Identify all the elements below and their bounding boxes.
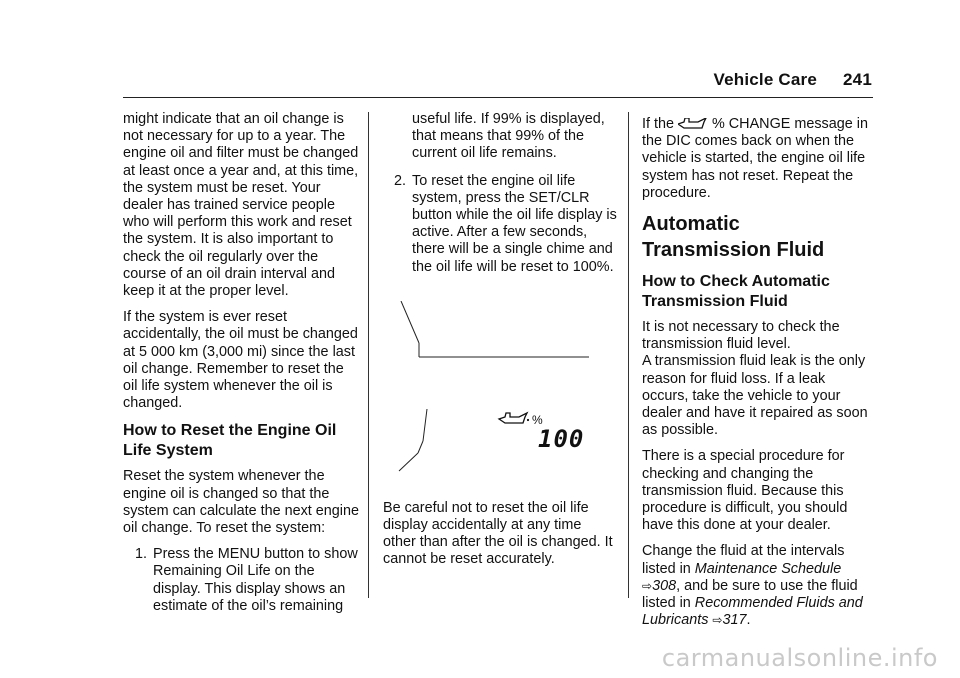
- oil-can-icon: [499, 413, 529, 423]
- paragraph-fluid-change: Change the fluid at the intervals listed in Maintenance Schedule ⇨308, and be sure to use the fluid listed in Recommended Fluids and Lubricants ⇨317.: [642, 543, 863, 629]
- watermark: carmanualsonline.info: [661, 644, 938, 672]
- step-text: Press the MENU button to show Remaining Oil Life on the display. This display shows an estimate of the oil’s remaining: [153, 546, 358, 614]
- column-1: [123, 111, 359, 625]
- paragraph: Be careful not to reset the oil life display accidentally at any time other than after the oil is changed. It cannot be reset accurately.: [383, 499, 613, 568]
- step-1-continued: useful life. If 99% is displayed, that means that 99% of the current oil life remains.: [412, 111, 605, 162]
- step-number: 2.: [394, 172, 407, 189]
- column-divider: [628, 112, 629, 598]
- paragraph: There is a special procedure for checking and changing the transmission fluid. Because this procedure is difficult, you should have this done at your dealer.: [642, 448, 848, 534]
- column-divider: [368, 112, 369, 598]
- paragraph: Reset the system whenever the engine oil is changed so that the system can calculate the next engine oil change. To reset the system:: [123, 468, 359, 537]
- oil-can-icon: [678, 118, 708, 130]
- page-ref-317[interactable]: 317: [722, 612, 747, 629]
- page-header: [714, 70, 873, 90]
- page-number: 241: [843, 70, 872, 89]
- paragraph: might indicate that an oil change is not necessary for up to a year. The engine oil and filter must be changed at least once a year and, at this time, the system must be reset. Your dealer has trained service people who will perform this work and reset the system. It is also important to check the oil regularly over the course of an oil drain interval and keep it at the proper level.: [123, 111, 359, 300]
- display-oil-life-value: 100: [538, 424, 585, 453]
- link-maintenance-schedule[interactable]: Maintenance Schedule: [694, 560, 842, 577]
- header-rule: [123, 97, 873, 98]
- display-percent-sign: %: [532, 412, 543, 427]
- heading-reset-oil-life: How to Reset the Engine Oil Life System: [123, 422, 337, 460]
- list-item-step-1: [128, 546, 359, 615]
- column-3: [642, 116, 874, 638]
- paragraph: It is not necessary to check the transmission fluid level.: [642, 319, 840, 353]
- paragraph-oil-change-message: If the % CHANGE message in the DIC comes back on when the vehicle is started, the engine oil life system has not reset. Repeat the procedure.: [642, 116, 868, 201]
- step-number: 1.: [135, 546, 148, 563]
- section-title: Vehicle Care: [713, 70, 818, 89]
- step-text: To reset the engine oil life system, press the SET/CLR button while the oil life display is active. After a few seconds, there will be a single chime and the oil life will be reset to 100%.: [412, 172, 617, 275]
- paragraph: If the system is ever reset accidentally, the oil must be changed at 5 000 km (3,000 mi) since the last oil change. Remember to reset the oil life system whenever the oil is changed.: [123, 309, 358, 412]
- column-2: [383, 111, 618, 578]
- paragraph: A transmission fluid leak is the only reason for fluid loss. If a leak occurs, take the vehicle to your dealer and have it repaired as soon as possible.: [642, 353, 868, 439]
- heading-automatic-transmission-fluid: Automatic Transmission Fluid: [642, 213, 825, 262]
- page-ref-arrow-icon: ⇨: [642, 578, 653, 593]
- page-ref-arrow-icon: ⇨: [712, 613, 723, 628]
- oil-life-display-illustration: [379, 301, 609, 489]
- list-item-step-2: [387, 173, 618, 276]
- page-ref-308[interactable]: 308: [652, 577, 677, 594]
- link-recommended-fluids[interactable]: Recommended Fluids and Lubricants: [642, 595, 863, 629]
- heading-check-transmission-fluid: How to Check Automatic Transmission Fluid: [642, 273, 830, 311]
